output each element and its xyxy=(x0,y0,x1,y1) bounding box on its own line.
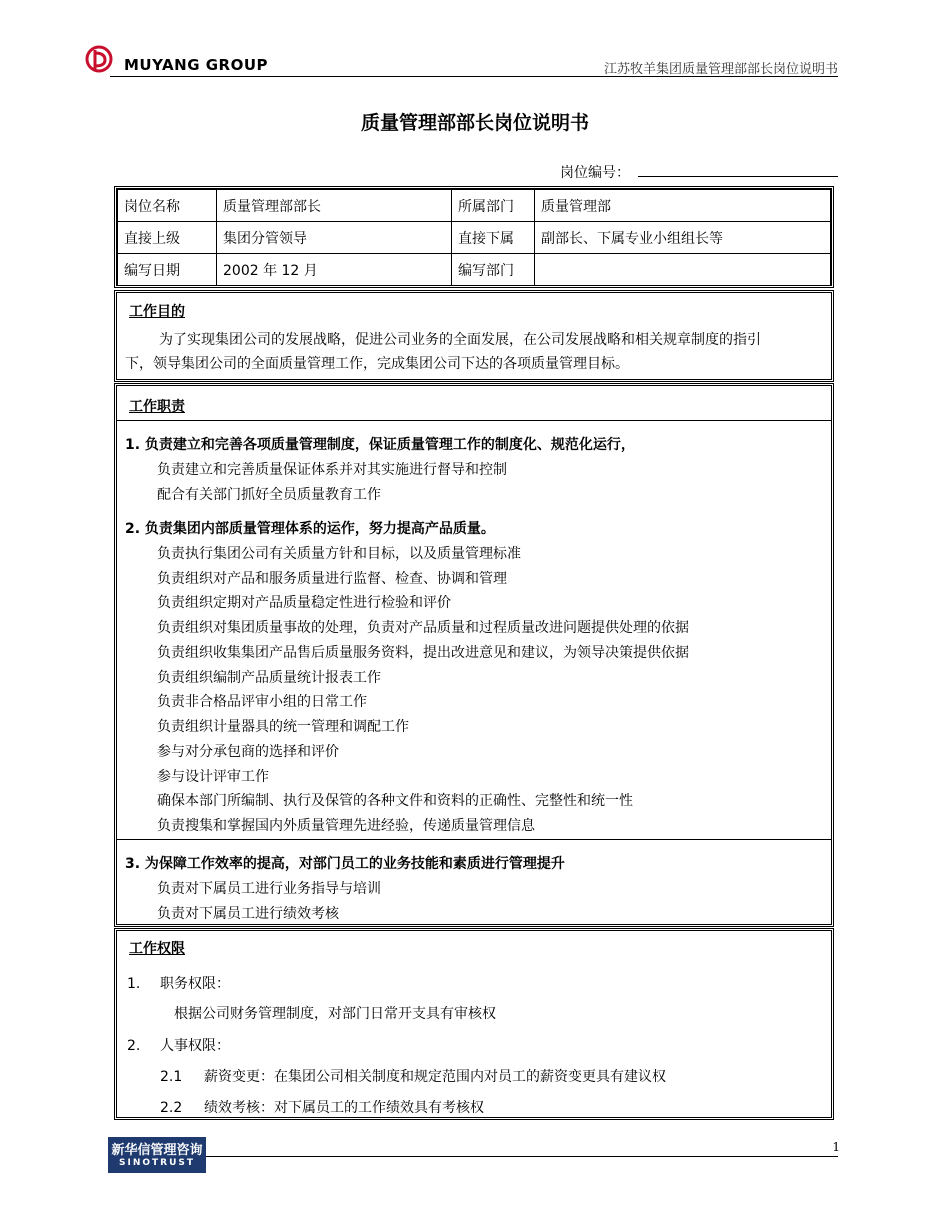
muyang-logo-icon xyxy=(84,44,114,74)
authority-subitem-number: 2.1 xyxy=(160,1069,183,1085)
purpose-text-line: 为了实现集团公司的发展战略，促进公司业务的全面发展，在公司发展战略和相关规章制度的指引 xyxy=(159,332,761,348)
table-cell: 直接上级 xyxy=(118,222,217,254)
table-cell: 岗位名称 xyxy=(118,190,217,222)
header-divider xyxy=(110,76,838,77)
duty-group-title: 2. 负责集团内部质量管理体系的运作，努力提高产品质量。 xyxy=(125,521,495,537)
post-number-label: 岗位编号： xyxy=(560,165,630,181)
sinotrust-logo xyxy=(108,1137,206,1173)
table-cell: 直接下属 xyxy=(452,222,535,254)
list-item: 负责建立和完善质量保证体系并对其实施进行督导和控制 xyxy=(157,462,507,478)
list-item: 负责组织对产品和服务质量进行监督、检查、协调和管理 xyxy=(157,571,507,587)
table-cell: 编写日期 xyxy=(118,254,217,286)
list-item: 负责对下属员工进行绩效考核 xyxy=(157,906,339,922)
duties-heading: 工作职责 xyxy=(129,399,185,415)
table-cell: 质量管理部 xyxy=(535,190,831,222)
authority-item-number: 2. xyxy=(127,1038,141,1054)
list-item: 参与设计评审工作 xyxy=(157,769,269,785)
table-row xyxy=(118,222,831,254)
info-table xyxy=(117,189,831,286)
table-cell: 所属部门 xyxy=(452,190,535,222)
table-cell: 副部长、下属专业小组组长等 xyxy=(535,222,831,254)
section-divider xyxy=(117,420,831,421)
info-table-box xyxy=(114,186,834,288)
footer-logo-en: SINOTRUST xyxy=(118,1158,195,1168)
header-doc-ref: 江苏牧羊集团质量管理部部长岗位说明书 xyxy=(603,62,838,77)
authority-subitem-text: 薪资变更：在集团公司相关制度和规定范围内对员工的薪资变更具有建议权 xyxy=(204,1069,666,1085)
authority-item-number: 1. xyxy=(127,976,141,992)
purpose-text-line: 下，领导集团公司的全面质量管理工作，完成集团公司下达的各项质量管理目标。 xyxy=(125,356,629,372)
section-divider xyxy=(117,839,831,840)
authority-subitem-number: 2.2 xyxy=(160,1100,183,1116)
page-title: 质量管理部部长岗位说明书 xyxy=(360,112,589,134)
authority-item-label: 职务权限： xyxy=(160,976,230,992)
brand-name: MUYANG GROUP xyxy=(124,56,269,74)
post-number-field xyxy=(638,176,838,177)
list-item: 负责非合格品评审小组的日常工作 xyxy=(157,694,367,710)
list-item: 负责组织计量器具的统一管理和调配工作 xyxy=(157,719,409,735)
list-item: 负责组织编制产品质量统计报表工作 xyxy=(157,670,381,686)
list-item: 负责对下属员工进行业务指导与培训 xyxy=(157,881,381,897)
authority-section xyxy=(114,928,834,1120)
purpose-section xyxy=(114,290,834,382)
list-item: 负责组织对集团质量事故的处理，负责对产品质量和过程质量改进问题提供处理的依据 xyxy=(157,620,689,636)
list-item: 配合有关部门抓好全员质量教育工作 xyxy=(157,487,381,503)
duty-group-title: 1. 负责建立和完善各项质量管理制度，保证质量管理工作的制度化、规范化运行， xyxy=(125,437,635,453)
purpose-heading: 工作目的 xyxy=(129,304,185,320)
footer-divider xyxy=(206,1156,838,1157)
table-cell: 2002 年 12 月 xyxy=(217,254,452,286)
table-cell: 编写部门 xyxy=(452,254,535,286)
duty-group-title: 3. 为保障工作效率的提高，对部门员工的业务技能和素质进行管理提升 xyxy=(125,856,565,872)
footer-logo-cn: 新华信管理咨询 xyxy=(111,1143,203,1158)
list-item: 参与对分承包商的选择和评价 xyxy=(157,744,339,760)
table-cell: 集团分管领导 xyxy=(217,222,452,254)
list-item: 负责组织收集集团产品售后质量服务资料，提出改进意见和建议，为领导决策提供依据 xyxy=(157,645,689,661)
authority-item-text: 根据公司财务管理制度，对部门日常开支具有审核权 xyxy=(174,1006,496,1022)
list-item: 负责执行集团公司有关质量方针和目标，以及质量管理标准 xyxy=(157,546,521,562)
table-row xyxy=(118,254,831,286)
table-cell: 质量管理部部长 xyxy=(217,190,452,222)
list-item: 负责搜集和掌握国内外质量管理先进经验，传递质量管理信息 xyxy=(157,818,535,834)
duties-section xyxy=(114,383,834,927)
table-cell xyxy=(535,254,831,286)
authority-item-label: 人事权限： xyxy=(160,1038,230,1054)
page-number: 1 xyxy=(832,1140,840,1154)
authority-subitem-text: 绩效考核：对下属员工的工作绩效具有考核权 xyxy=(204,1100,484,1116)
list-item: 负责组织定期对产品质量稳定性进行检验和评价 xyxy=(157,595,451,611)
table-row xyxy=(118,190,831,222)
authority-heading: 工作权限 xyxy=(129,941,185,957)
list-item: 确保本部门所编制、执行及保管的各种文件和资料的正确性、完整性和统一性 xyxy=(157,793,633,809)
